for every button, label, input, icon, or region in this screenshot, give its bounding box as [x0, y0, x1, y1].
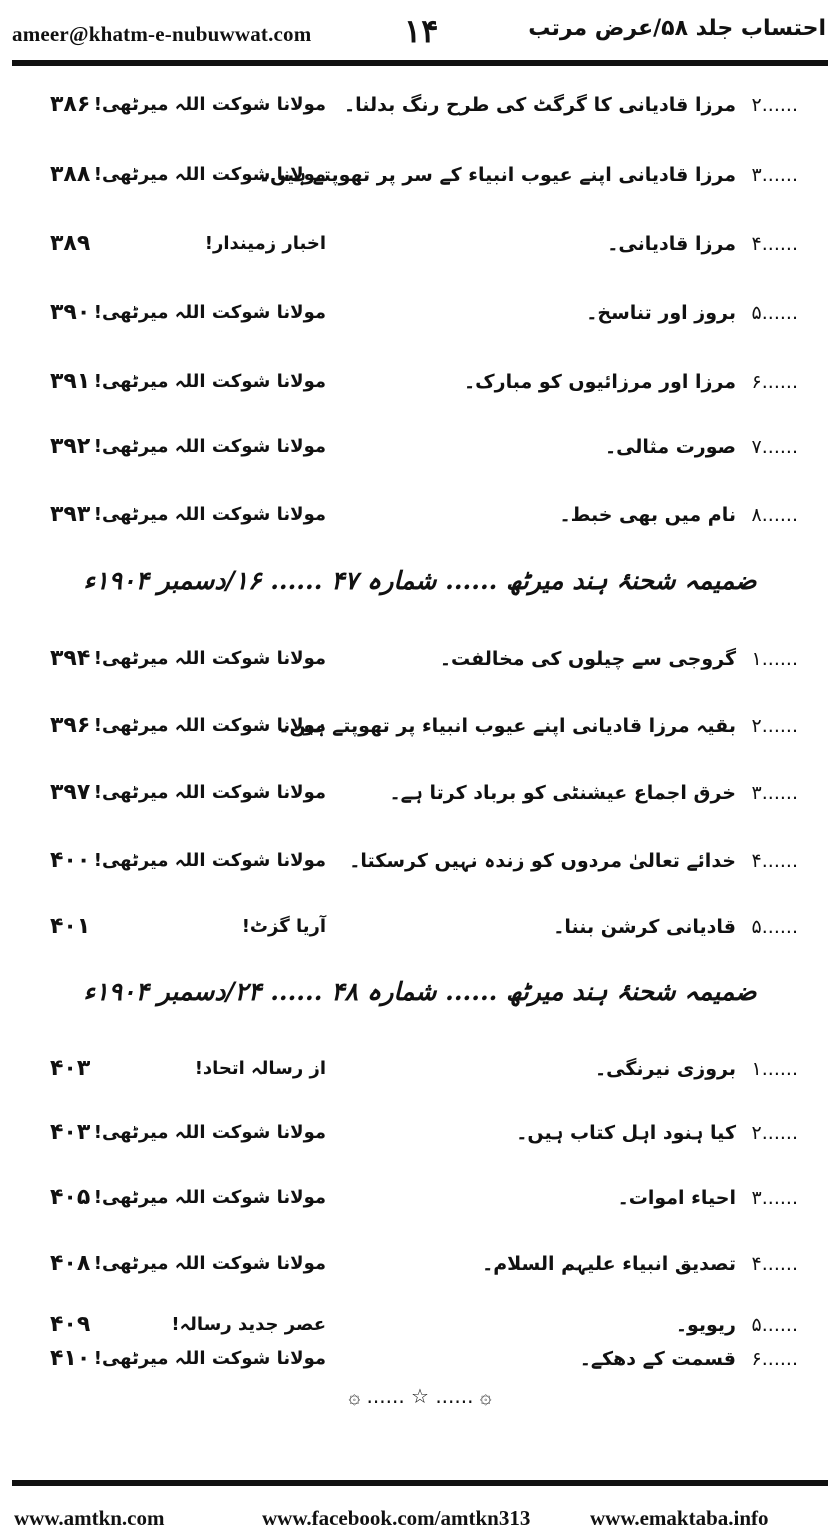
row-title: مرزا قادیانی کا گرگٹ کی طرح رنگ بدلنا۔: [344, 94, 736, 116]
footer-rule: [12, 1480, 828, 1486]
row-page: ۴۰۹: [50, 1312, 91, 1337]
row-author: مولانا شوکت اللہ میرٹھی!: [93, 648, 326, 669]
row-title: بقیہ مرزا قادیانی اپنے عیوب انبیاء پر تھوپتے ہیں۔: [278, 715, 736, 737]
row-number: ۳......: [751, 1187, 798, 1209]
row-author: عصر جدید رسالہ!: [171, 1314, 326, 1335]
row-author: مولانا شوکت اللہ میرٹھی!: [93, 371, 326, 392]
row-author: مولانا شوکت اللہ میرٹھی!: [93, 782, 326, 803]
row-page: ۳۸۶: [50, 92, 91, 117]
row-number: ۴......: [751, 1253, 798, 1275]
row-title: خدائے تعالیٰ مردوں کو زندہ نہیں کرسکتا۔: [349, 850, 736, 872]
row-page: ۳۹۲: [50, 434, 91, 459]
toc-row: [0, 1114, 840, 1164]
row-title: کیا ہنود اہل کتاب ہیں۔: [516, 1122, 736, 1144]
row-page: ۳۹۰: [50, 300, 91, 325]
row-author: از رسالہ اتحاد!: [194, 1058, 326, 1079]
row-page: ۴۰۸: [50, 1251, 91, 1276]
row-number: ۲......: [751, 1122, 798, 1144]
toc-row: [0, 1179, 840, 1229]
row-number: ۳......: [751, 782, 798, 804]
row-page: ۳۹۶: [50, 713, 91, 738]
row-title: صورت مثالی۔: [604, 436, 736, 458]
row-page: ۳۹۱: [50, 369, 91, 394]
row-page: ۴۰۱: [50, 914, 91, 939]
toc-row: [0, 86, 840, 136]
row-number: ۴......: [751, 233, 798, 255]
row-number: ۸......: [751, 504, 798, 526]
row-number: ۶......: [751, 371, 798, 393]
row-page: ۴۱۰: [50, 1346, 91, 1371]
row-author: مولانا شوکت اللہ میرٹھی!: [93, 164, 326, 185]
row-page: ۳۹۳: [50, 502, 91, 527]
toc-row: [0, 1245, 840, 1295]
toc-row: [0, 428, 840, 478]
row-page: ۳۹۷: [50, 780, 91, 805]
toc-row: [0, 294, 840, 344]
row-title: قادیانی کرشن بننا۔: [553, 916, 736, 938]
row-page: ۳۹۴: [50, 646, 91, 671]
row-page: ۴۰۳: [50, 1056, 91, 1081]
row-number: ۱......: [751, 1058, 798, 1080]
row-title: ریویو۔: [675, 1314, 736, 1336]
row-page: ۴۰۵: [50, 1185, 91, 1210]
row-title: احیاء اموات۔: [617, 1187, 736, 1209]
row-number: ۲......: [751, 715, 798, 737]
section-heading: ضمیمہ شحنۂ ہند میرٹھ ...... شمارہ ۴۷ ...... ۱۶/دسمبر ۱۹۰۴ء: [83, 566, 757, 595]
toc-row: [0, 640, 840, 690]
row-title: قسمت کے دھکے۔: [579, 1348, 736, 1370]
row-page: ۴۰۰: [50, 848, 91, 873]
toc-row: [0, 842, 840, 892]
row-title: مرزا قادیانی۔: [607, 233, 736, 255]
row-title: مرزا اور مرزائیوں کو مبارک۔: [464, 371, 736, 393]
row-title: خرق اجماع عیشنٹی کو برباد کرتا ہے۔: [389, 782, 736, 804]
toc-row: [0, 496, 840, 546]
row-number: ۲......: [751, 94, 798, 116]
toc-row: [0, 156, 840, 206]
row-number: ۶......: [751, 1348, 798, 1370]
toc-row: [0, 363, 840, 413]
header-page-number: ۱۴: [404, 12, 439, 50]
row-author: مولانا شوکت اللہ میرٹھی!: [93, 302, 326, 323]
row-page: ۳۸۸: [50, 162, 91, 187]
row-author: مولانا شوکت اللہ میرٹھی!: [93, 715, 326, 736]
row-author: مولانا شوکت اللہ میرٹھی!: [93, 1348, 326, 1369]
row-number: ۱......: [751, 648, 798, 670]
row-number: ۵......: [751, 302, 798, 324]
row-page: ۴۰۳: [50, 1120, 91, 1145]
footer-link-facebook[interactable]: www.facebook.com/amtkn313: [262, 1506, 531, 1530]
footer-link-amtkn[interactable]: www.amtkn.com: [14, 1506, 165, 1530]
section-heading: ضمیمہ شحنۂ ہند میرٹھ ...... شمارہ ۴۸ ...... ۲۴/دسمبر ۱۹۰۴ء: [83, 977, 757, 1006]
footer-link-emaktaba[interactable]: www.emaktaba.info: [590, 1506, 769, 1530]
row-number: ۵......: [751, 1314, 798, 1336]
row-author: آریا گزٹ!: [241, 916, 326, 937]
toc-row: [0, 774, 840, 824]
row-title: گروجی سے چیلوں کی مخالفت۔: [439, 648, 736, 670]
toc-row: [0, 225, 840, 275]
toc-row: [0, 908, 840, 958]
toc-row: [0, 707, 840, 757]
toc-row: [0, 1340, 840, 1390]
row-page: ۳۸۹: [50, 231, 91, 256]
row-author: مولانا شوکت اللہ میرٹھی!: [93, 1253, 326, 1274]
row-title: تصدیق انبیاء علیہم السلام۔: [482, 1253, 736, 1275]
row-author: مولانا شوکت اللہ میرٹھی!: [93, 850, 326, 871]
row-author: مولانا شوکت اللہ میرٹھی!: [93, 1122, 326, 1143]
section-ornament: ۞ ...... ☆ ...... ۞: [348, 1384, 492, 1408]
row-author: مولانا شوکت اللہ میرٹھی!: [93, 504, 326, 525]
row-title: بروز اور تناسخ۔: [586, 302, 736, 324]
row-title: نام میں بھی خبط۔: [559, 504, 736, 526]
row-author: مولانا شوکت اللہ میرٹھی!: [93, 94, 326, 115]
header-book-title: احتساب جلد ۵۸/عرض مرتب: [528, 16, 826, 41]
row-number: ۵......: [751, 916, 798, 938]
row-title: بروزی نیرنگی۔: [595, 1058, 736, 1080]
row-author: مولانا شوکت اللہ میرٹھی!: [93, 1187, 326, 1208]
row-title: مرزا قادیانی اپنے عیوب انبیاء کے سر پر تھوپتے ہیں۔: [258, 164, 736, 186]
header-email: ameer@khatm-e-nubuwwat.com: [12, 22, 312, 46]
row-number: ۴......: [751, 850, 798, 872]
toc-row: [0, 1050, 840, 1100]
row-number: ۳......: [751, 164, 798, 186]
header-rule: [12, 60, 828, 66]
row-number: ۷......: [751, 436, 798, 458]
row-author: مولانا شوکت اللہ میرٹھی!: [93, 436, 326, 457]
row-author: اخبار زمیندار!: [204, 233, 326, 254]
